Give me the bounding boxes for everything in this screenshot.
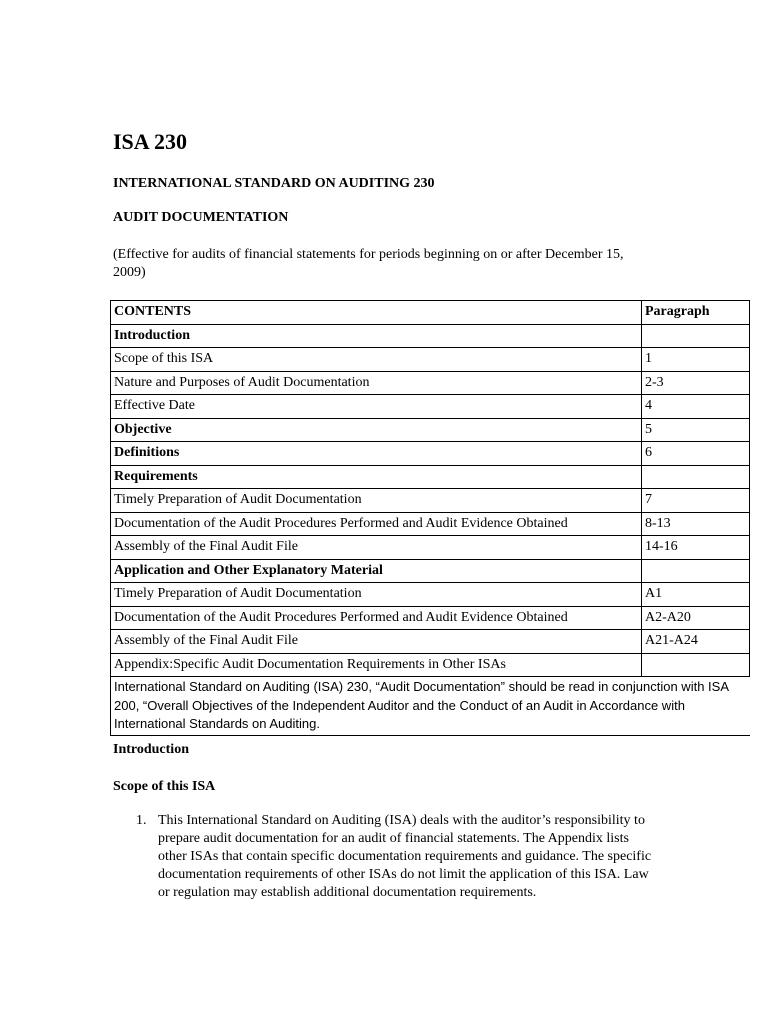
row-label: Documentation of the Audit Procedures Performed and Audit Evidence Obtained (111, 606, 642, 630)
row-paragraph: 1 (642, 348, 750, 372)
row-paragraph: 6 (642, 442, 750, 466)
row-label: Assembly of the Final Audit File (111, 536, 642, 560)
contents-note: International Standard on Auditing (ISA) 230, “Audit Documentation” should be read in conjunction with ISA 200, “Overall Objectives of the Independent Auditor and the Conduct of an Audit in Accordance with International Standards on Auditing. (111, 677, 750, 736)
contents-note-row (111, 677, 750, 736)
row-label: Requirements (111, 465, 642, 489)
row-label: Scope of this ISA (111, 348, 642, 372)
row-paragraph: A1 (642, 583, 750, 607)
paragraph-header-label: Paragraph (642, 301, 750, 325)
paragraph-1 (136, 812, 656, 902)
row-paragraph (642, 653, 750, 677)
row-label: Assembly of the Final Audit File (111, 630, 642, 654)
row-label: Introduction (111, 324, 642, 348)
row-label: Effective Date (111, 395, 642, 419)
row-paragraph: 14-16 (642, 536, 750, 560)
introduction-heading: Introduction (113, 742, 189, 757)
table-row (111, 465, 750, 489)
table-row (111, 653, 750, 677)
paragraph-text: This International Standard on Auditing (ISA) deals with the auditor’s responsibility to prepare audit documentation for an audit of financial statements. The Appendix lists other ISAs that contain specific documentation requirements and guidance. The specific documentation requirements of other ISAs do not limit the application of this ISA. Law or regulation may establish additional documentation requirements. (158, 813, 652, 900)
contents-table (110, 300, 750, 736)
row-label: Objective (111, 418, 642, 442)
table-row (111, 536, 750, 560)
paragraph-number: 1. (136, 813, 147, 828)
row-label: Application and Other Explanatory Material (111, 559, 642, 583)
table-row (111, 395, 750, 419)
row-paragraph: 8-13 (642, 512, 750, 536)
table-row (111, 512, 750, 536)
row-paragraph (642, 559, 750, 583)
table-row (111, 371, 750, 395)
effective-date-note: (Effective for audits of financial statements for periods beginning on or after December 15, 2009) (113, 247, 624, 280)
table-row (111, 489, 750, 513)
table-row (111, 442, 750, 466)
table-row (111, 324, 750, 348)
row-label: Timely Preparation of Audit Documentation (111, 489, 642, 513)
standard-subtitle: INTERNATIONAL STANDARD ON AUDITING 230 (113, 176, 435, 191)
table-row (111, 606, 750, 630)
scope-heading: Scope of this ISA (113, 779, 216, 794)
table-row (111, 348, 750, 372)
document-title: ISA 230 (113, 129, 187, 154)
table-row (111, 630, 750, 654)
row-paragraph: 2-3 (642, 371, 750, 395)
table-row (111, 559, 750, 583)
contents-header-row (111, 301, 750, 325)
row-label: Documentation of the Audit Procedures Performed and Audit Evidence Obtained (111, 512, 642, 536)
row-paragraph: 5 (642, 418, 750, 442)
row-paragraph: A2-A20 (642, 606, 750, 630)
row-paragraph: 7 (642, 489, 750, 513)
row-label: Appendix:Specific Audit Documentation Requirements in Other ISAs (111, 653, 642, 677)
row-paragraph: A21-A24 (642, 630, 750, 654)
table-row (111, 418, 750, 442)
row-label: Timely Preparation of Audit Documentation (111, 583, 642, 607)
row-label: Definitions (111, 442, 642, 466)
contents-header-label: CONTENTS (111, 301, 642, 325)
table-row (111, 583, 750, 607)
row-paragraph: 4 (642, 395, 750, 419)
section-title: AUDIT DOCUMENTATION (113, 210, 289, 225)
row-paragraph (642, 324, 750, 348)
row-label: Nature and Purposes of Audit Documentation (111, 371, 642, 395)
row-paragraph (642, 465, 750, 489)
